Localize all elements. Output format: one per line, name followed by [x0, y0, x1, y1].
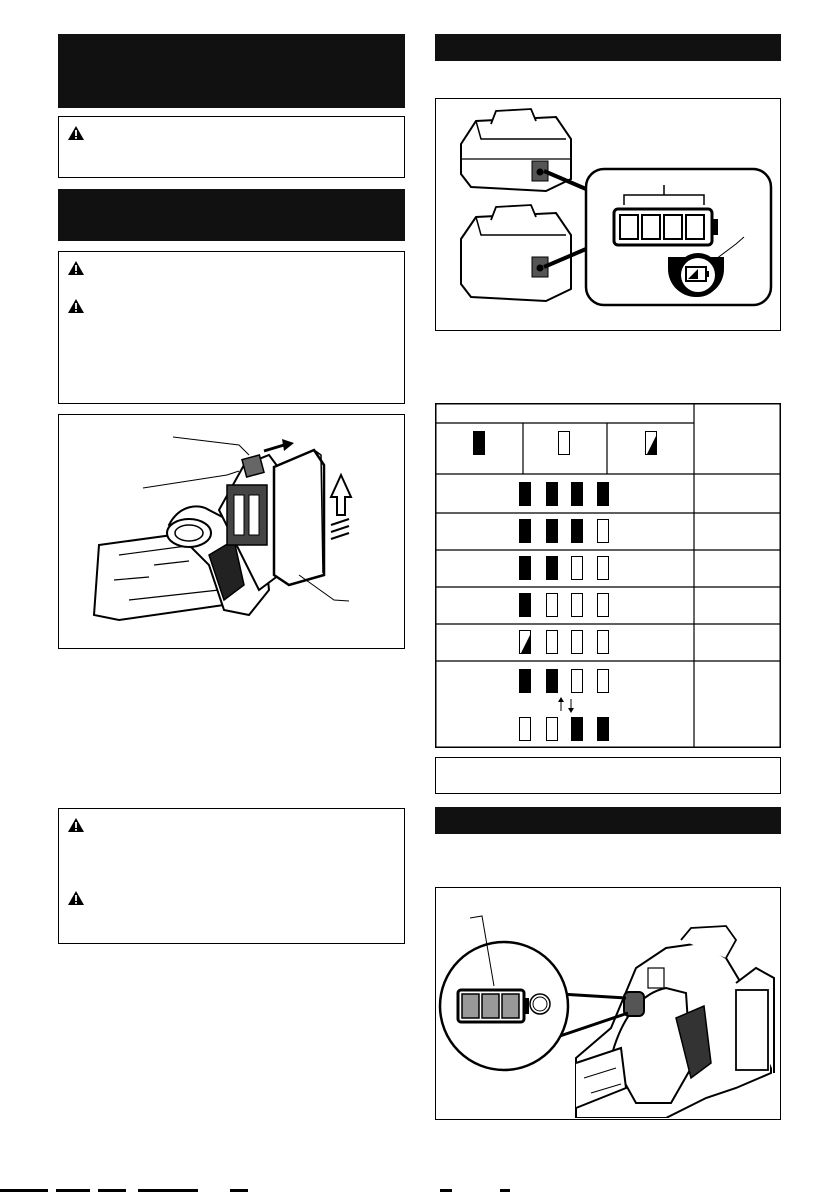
- indicator-row-1-cell-3: [571, 482, 583, 506]
- figure-battery-indicator: [435, 98, 781, 331]
- section-heading-1: [58, 34, 405, 50]
- indicator-row-3-cell-3: [571, 556, 583, 580]
- indicator-row-3-cell-1: [519, 556, 531, 580]
- warning-icon: [67, 298, 85, 314]
- section-heading-bar-3: [435, 34, 781, 61]
- warning-box-3: [58, 808, 405, 944]
- warning-icon: [67, 817, 85, 833]
- section-heading-4: [435, 807, 781, 817]
- footer-print-marks: [0, 1186, 840, 1192]
- indicator-row-2-cell-4: [597, 519, 609, 543]
- legend-off-indicator: [558, 431, 570, 455]
- section-heading-2: [58, 189, 405, 205]
- tool-battery-illustration: [59, 415, 403, 647]
- section-heading-bar-1: [58, 34, 405, 108]
- alternating-arrows: [553, 697, 581, 718]
- indicator-row-4-cell-4: [597, 593, 609, 617]
- indicator-row-2-cell-3: [571, 519, 583, 543]
- indicator-row-5-cell-1: [519, 630, 531, 654]
- indicator-row-4-cell-1: [519, 593, 531, 617]
- warning-box-2: [58, 251, 405, 404]
- warning-icon: [67, 125, 85, 141]
- indicator-row-6-cell-1: [519, 669, 531, 693]
- warning-icon: [67, 260, 85, 276]
- section-heading-3: [435, 34, 781, 44]
- remaining-capacity-table: [435, 403, 781, 748]
- indicator-row-5-cell-2: [546, 630, 558, 654]
- section-heading-bar-4: [435, 807, 781, 834]
- indicator-row-2-cell-2: [546, 519, 558, 543]
- indicator-row-6-cell-3: [571, 669, 583, 693]
- indicator-row-1-cell-2: [546, 482, 558, 506]
- indicator-row-5-cell-3: [571, 630, 583, 654]
- indicator-row-3-cell-2: [546, 556, 558, 580]
- battery-indicator-illustration: [436, 99, 779, 329]
- indicator-row-4-cell-3: [571, 593, 583, 617]
- indicator-row-6-alt-cell-4: [597, 717, 609, 741]
- tool-indicator-illustration: [436, 888, 779, 1118]
- figure-battery-removal: [58, 414, 405, 649]
- indicator-row-6-cell-2: [546, 669, 558, 693]
- indicator-row-4-cell-2: [546, 593, 558, 617]
- legend-lighted-indicator: [473, 431, 485, 455]
- section-heading-bar-2: [58, 189, 405, 241]
- indicator-row-1-cell-4: [597, 482, 609, 506]
- figure-tool-indicator: [435, 887, 781, 1120]
- indicator-row-6-alt-cell-1: [519, 717, 531, 741]
- indicator-row-2-cell-1: [519, 519, 531, 543]
- warning-icon: [67, 890, 85, 906]
- note-box: [435, 757, 781, 794]
- indicator-row-6-alt-cell-2: [546, 717, 558, 741]
- indicator-row-6-alt-cell-3: [571, 717, 583, 741]
- indicator-row-3-cell-4: [597, 556, 609, 580]
- warning-box-1: [58, 116, 405, 178]
- legend-blinking-indicator: [645, 431, 657, 455]
- indicator-row-5-cell-4: [597, 630, 609, 654]
- indicator-row-6-cell-4: [597, 669, 609, 693]
- indicator-row-1-cell-1: [519, 482, 531, 506]
